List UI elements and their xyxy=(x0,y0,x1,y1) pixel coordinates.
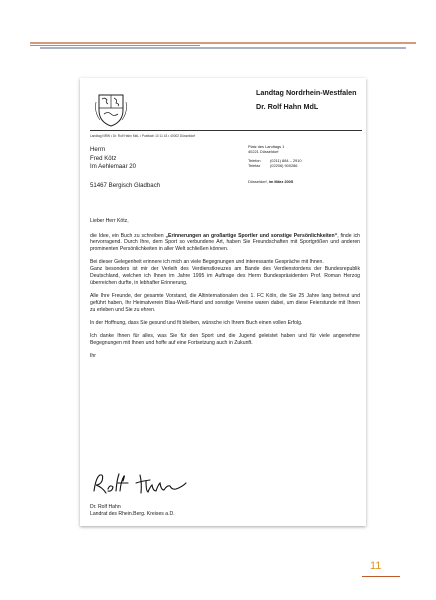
sender-name: Dr. Rolf Hahn MdL xyxy=(256,102,319,111)
signature-title: Landrat des Rhein.Berg. Kreises a.D. xyxy=(90,510,175,517)
office-city: 40221 Düsseldorf xyxy=(248,149,279,154)
handwritten-signature xyxy=(90,471,190,497)
letter-date xyxy=(248,179,293,184)
paragraph-2: Bei dieser Gelegenheit erinnere ich mich an viele Begegnungen und interessante Gespräche mit Ihnen. xyxy=(90,259,324,266)
office-address xyxy=(248,144,284,154)
paragraph-5: In der Hoffnung, dass Sie gesund und fit bleiben, wünsche ich Ihrem Buch einen vollen Erfolg. xyxy=(90,319,303,326)
book-title: „Erinnerungen an großartige Sportler und sonstige Persönlichkeiten“ xyxy=(165,232,338,239)
contact-numbers xyxy=(248,158,302,168)
date-value: im März 2005 xyxy=(268,179,294,184)
paragraph-6: Ich danke Ihnen für alles, was Sie für den Sport und die Jugend geleistet haben und für viele angenehme Begegnungen mit Ihnen und hoffe auf eine Fortsetzung auch in Zukunft. xyxy=(90,333,360,346)
recipient-line-1: Herrn xyxy=(90,146,106,153)
page-number: 11 xyxy=(370,560,382,572)
return-address: Landtag NRW • Dr. Rolf Hahn MdL • Postfach 10 11 43 • 40002 Düsseldorf xyxy=(90,134,196,138)
paragraph-1-end: , finde ich hervorragend. Durch Ihre, dem Sport so verbundene Art, haben Sie Freundschaften mit Sportgrößen und anderen prominenten Persönlichkeiten in aller Welt schließen können. xyxy=(90,232,360,253)
salutation: Lieber Herr Kötz, xyxy=(90,218,129,224)
paragraph-3: Ganz besonders ist mir der Verleih des Verdienstkreuzes am Bande des Verdienstordens der Bundesrepublik Deutschland, welchen ich Ihnen im Jahre 1995 im Auftrage des Herrn Bundespräsidenten Prof. Roman Herzog überreichen durfte, in lebhafter Erinnerung. xyxy=(90,266,360,286)
signature-block xyxy=(90,504,175,518)
closing: Ihr xyxy=(90,353,96,360)
page-number-underline xyxy=(362,576,400,577)
organization-name: Landtag Nordrhein-Westfalen xyxy=(256,88,357,97)
phone-number: (0211) 884 – 2910 xyxy=(270,158,302,163)
fax-number: (02206) 900286 xyxy=(270,163,298,168)
paragraph-1 xyxy=(90,233,360,254)
office-street: Platz des Landtags 1 xyxy=(248,144,285,149)
header-divider xyxy=(90,130,362,131)
signature-name: Dr. Rolf Hahn xyxy=(90,504,121,510)
recipient-address xyxy=(90,146,136,172)
paragraph-1-start: die Idee, ein Buch zu schreiben xyxy=(90,232,166,239)
fax-label: Telefax xyxy=(248,163,261,168)
paragraph-4: Alle Ihre Freunde, der gesamte Vorstand, die Altinternationalen des 1. FC Köln, die Sie 25 Jahre lang betreut und geführt haben, Ihr Heimatverein Blau-Weiß-Hand und sonstige Vereine waren dabei, um diese Feierstunde mit Ihnen zu erleben und Sie zu ehren. xyxy=(90,293,360,313)
date-place: Düsseldorf, xyxy=(248,179,268,184)
letter-page xyxy=(80,78,366,526)
nrw-coat-of-arms-icon xyxy=(94,90,128,128)
letter-body xyxy=(90,218,360,366)
phone-label: Telefon xyxy=(248,158,261,163)
recipient-line-2: Fred Kötz xyxy=(90,154,117,162)
recipient-city: 51467 Bergisch Gladbach xyxy=(90,182,161,189)
recipient-line-3: Im Aehlemaar 20 xyxy=(90,163,137,171)
